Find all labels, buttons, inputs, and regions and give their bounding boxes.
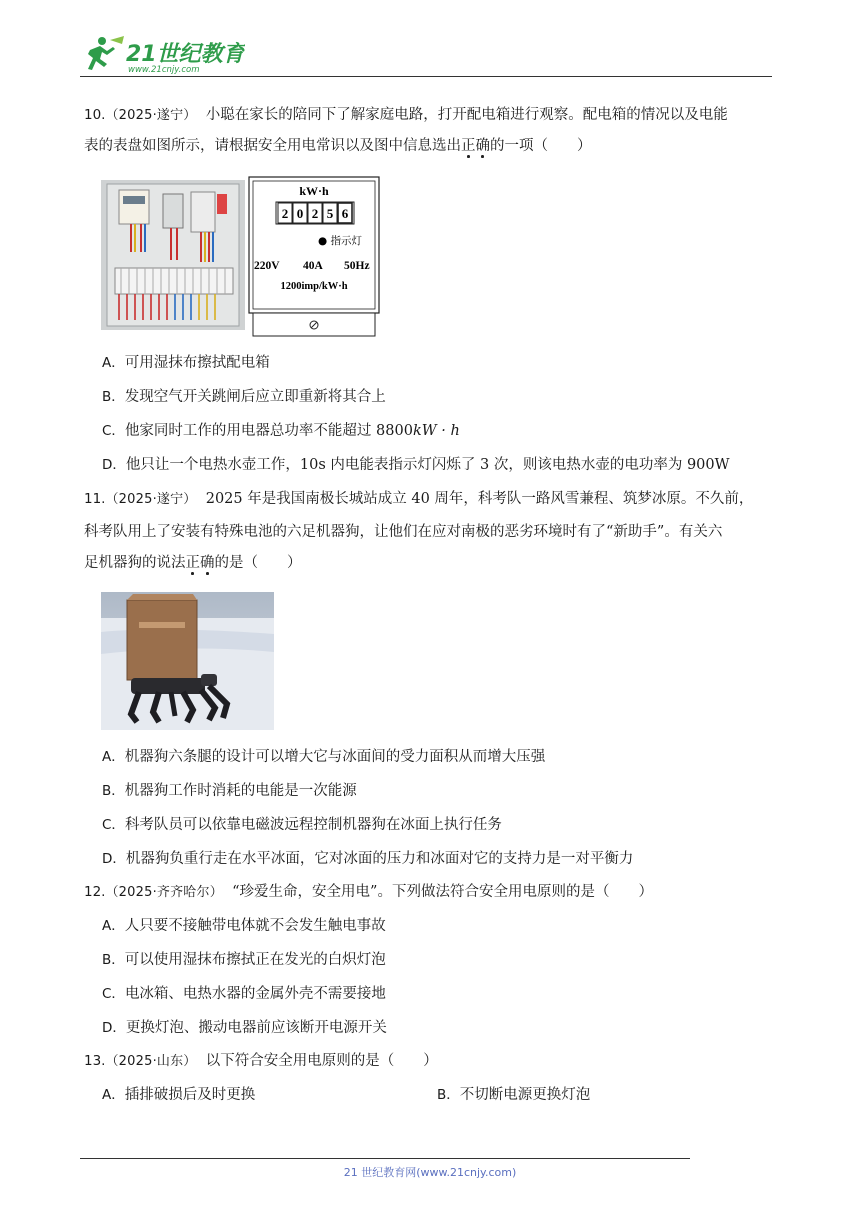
question-11-line-1 [84,489,753,510]
question-text: “珍爱生命，安全用电”。下列做法符合安全用电原则的是（ ） [232,884,653,900]
question-13-line-1 [84,1051,438,1072]
question-number: 11. [84,491,106,507]
option-a: A．人只要不接触带电体就不会发生触电事故 [102,918,386,934]
option-c: C．科考队员可以依靠电磁波远程控制机器狗在冰面上执行任务 [102,817,502,833]
question-number: 12. [84,884,106,900]
question-number: 10. [84,107,106,123]
option-a: A．插排破损后及时更换 [102,1087,256,1103]
meter-current: 40A [303,260,323,272]
question-text: 足机器狗的说法 [84,555,186,571]
option-c: C．他家同时工作的用电器总功率不能超过 8800kW · h [102,423,460,439]
logo-text: 21世纪教育 [126,42,245,67]
distribution-box-photo [101,180,245,330]
meter-frequency: 50Hz [344,260,370,272]
page-header [80,30,772,78]
question-source: （2025·山东） [105,1054,197,1069]
question-10-line-1 [84,105,728,126]
question-11-line-3 [84,553,302,573]
option-b: B．发现空气开关跳闸后应立即重新将其合上 [102,389,386,405]
option-a: A．可用湿抹布擦拭配电箱 [102,355,270,371]
question-source: （2025·齐齐哈尔） [105,885,223,900]
question-12-line-1 [84,882,653,903]
question-11-line-2: 科考队用上了安装有特殊电池的六足机器狗，让他们在应对南极的恶劣环境时有了“新助手”。有关六 [84,524,723,540]
option-d: D．他只让一个电热水壶工作，10s 内电能表指示灯闪烁了 3 次，则该电热水壶的电功率为 900W [102,457,730,473]
option-d: D．机器狗负重行走在水平冰面，它对冰面的压力和冰面对它的支持力是一对平衡力 [102,851,634,867]
meter-digit: 2 [281,206,289,221]
meter-unit: kW·h [299,184,329,198]
emphasis-char: 正 [185,555,200,571]
logo [80,34,245,74]
meter-digit: 6 [341,206,349,221]
option-b: B．不切断电源更换灯泡 [437,1087,591,1103]
meter-constant: 1200imp/kW·h [280,281,348,292]
question-text: 的是（ ） [214,555,302,571]
question-text: 表的表盘如图所示，请根据安全用电常识以及图中信息选出 [84,138,461,154]
header-divider [80,76,772,77]
meter-digit: 2 [311,206,319,221]
question-text: 小聪在家长的陪同下了解家庭电路，打开配电箱进行观察。配电箱的情况以及电能 [205,107,728,123]
question-number: 13. [84,1053,106,1069]
option-d: D．更换灯泡、搬动电器前应该断开电源开关 [102,1020,387,1036]
emphasis-char: 确 [200,555,215,571]
electric-meter-diagram [248,176,380,338]
logo-url: www.21cnjy.com [128,65,200,74]
question-text: 的一项（ ） [490,138,592,154]
runner-icon [88,36,124,70]
option-c: C．电冰箱、电热水器的金属外壳不需要接地 [102,986,386,1002]
emphasis-char: 确 [475,138,490,154]
question-10-line-2 [84,136,592,156]
question-source: （2025·遂宁） [105,108,197,123]
question-source: （2025·遂宁） [105,492,197,507]
robot-dog-photo [101,592,274,730]
question-text: 2025 年是我国南极长城站成立 40 周年，科考队一路风雪兼程、筑梦冰原。不久前， [205,491,754,507]
meter-voltage: 220V [254,260,280,272]
option-b: B．可以使用湿抹布擦拭正在发光的白炽灯泡 [102,952,386,968]
question-text: 以下符合安全用电原则的是（ ） [205,1053,438,1069]
emphasis-char: 正 [461,138,476,154]
option-a: A．机器狗六条腿的设计可以增大它与冰面间的受力面积从而增大压强 [102,749,546,765]
footer-text[interactable]: 21 世纪教育网(www.21cnjy.com) [343,1166,517,1179]
meter-digit: 5 [326,206,334,221]
meter-indicator-label: ● 指示灯 [318,235,362,247]
meter-digit: 0 [296,206,304,221]
option-b: B．机器狗工作时消耗的电能是一次能源 [102,783,357,799]
footer-divider [80,1158,690,1159]
